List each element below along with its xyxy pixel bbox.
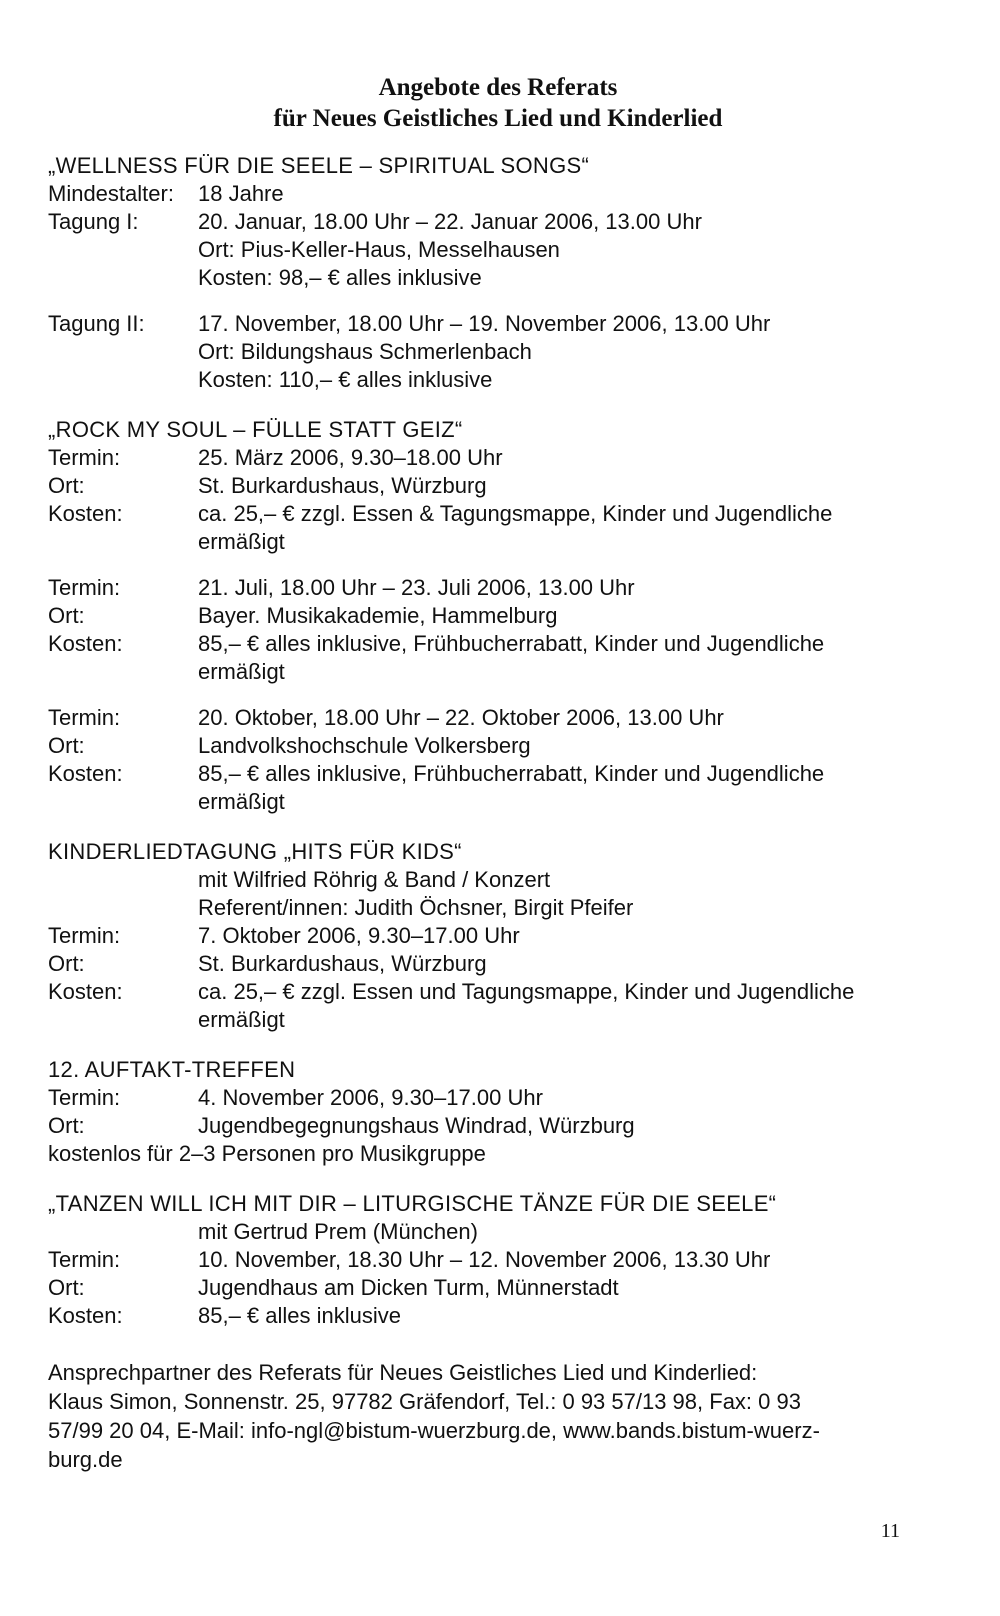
tagung-2-ort: Ort: Bildungshaus Schmerlenbach	[198, 339, 532, 364]
ort-value: Landvolkshochschule Volkersberg	[198, 733, 531, 758]
page-content	[48, 72, 948, 1474]
kosten-label: Kosten:	[48, 501, 123, 526]
kosten-continuation: ermäßigt	[198, 1007, 285, 1032]
tagung-1-ort: Ort: Pius-Keller-Haus, Messelhausen	[198, 237, 560, 262]
rock-entry	[48, 574, 948, 686]
termin-value: 4. November 2006, 9.30–17.00 Uhr	[198, 1085, 543, 1110]
termin-value: 21. Juli, 18.00 Uhr – 23. Juli 2006, 13.00 Uhr	[198, 575, 635, 600]
kosten-label: Kosten:	[48, 979, 123, 1004]
age-value: 18 Jahre	[198, 181, 284, 206]
section-rock	[48, 416, 948, 816]
contact-line-2: Klaus Simon, Sonnenstr. 25, 97782 Gräfendorf, Tel.: 0 93 57/13 98, Fax: 0 93	[48, 1389, 801, 1414]
section-wellness	[48, 152, 948, 394]
tagung-2-kosten: Kosten: 110,– € alles inklusive	[198, 367, 493, 392]
termin-label: Termin:	[48, 445, 121, 470]
termin-label: Termin:	[48, 705, 121, 730]
kosten-continuation: ermäßigt	[198, 789, 285, 814]
ort-value: Bayer. Musikakademie, Hammelburg	[198, 603, 558, 628]
ort-value: Jugendbegegnungshaus Windrad, Würzburg	[198, 1113, 635, 1138]
tagung-2-row	[48, 310, 948, 338]
section-tanzen	[48, 1190, 948, 1330]
termin-label: Termin:	[48, 1247, 121, 1272]
termin-label: Termin:	[48, 575, 121, 600]
termin-value: 10. November, 18.30 Uhr – 12. November 2006, 13.30 Uhr	[198, 1247, 771, 1272]
termin-value: 7. Oktober 2006, 9.30–17.00 Uhr	[198, 923, 520, 948]
kosten-value: ca. 25,– € zzgl. Essen und Tagungsmappe, Kinder und Jugendliche	[198, 979, 855, 1004]
kosten-label: Kosten:	[48, 1303, 123, 1328]
tagung-2-date: 17. November, 18.00 Uhr – 19. November 2006, 13.00 Uhr	[198, 311, 771, 336]
kids-referents: Referent/innen: Judith Öchsner, Birgit Pfeifer	[198, 895, 634, 920]
wellness-age-row	[48, 180, 948, 208]
kids-heading: KINDERLIEDTAGUNG „HITS FÜR KIDS“	[48, 839, 462, 864]
page-title	[48, 72, 948, 134]
tanzen-leader: mit Gertrud Prem (München)	[198, 1219, 478, 1244]
tanzen-heading: „TANZEN WILL ICH MIT DIR – LITURGISCHE TÄNZE FÜR DIE SEELE“	[48, 1191, 777, 1216]
kosten-continuation: ermäßigt	[198, 659, 285, 684]
contact-line-4: burg.de	[48, 1447, 123, 1472]
ort-label: Ort:	[48, 473, 85, 498]
ort-label: Ort:	[48, 603, 85, 628]
section-kids	[48, 838, 948, 1034]
auftakt-heading: 12. AUFTAKT-TREFFEN	[48, 1057, 296, 1082]
kosten-value: 85,– € alles inklusive	[198, 1303, 402, 1328]
auftakt-note: kostenlos für 2–3 Personen pro Musikgruppe	[48, 1141, 486, 1166]
rock-heading: „ROCK MY SOUL – FÜLLE STATT GEIZ“	[48, 417, 463, 442]
ort-value: St. Burkardushaus, Würzburg	[198, 951, 487, 976]
termin-label: Termin:	[48, 923, 121, 948]
ort-label: Ort:	[48, 1275, 85, 1300]
title-line-2: für Neues Geistliches Lied und Kinderlied	[273, 105, 723, 132]
title-line-1: Angebote des Referats	[378, 74, 618, 101]
kosten-continuation: ermäßigt	[198, 529, 285, 554]
termin-value: 20. Oktober, 18.00 Uhr – 22. Oktober 2006, 13.00 Uhr	[198, 705, 724, 730]
contact-line-3: 57/99 20 04, E-Mail: info-ngl@bistum-wuerzburg.de, www.bands.bistum-wuerz-	[48, 1418, 820, 1443]
ort-label: Ort:	[48, 1113, 85, 1138]
kosten-value: ca. 25,– € zzgl. Essen & Tagungsmappe, Kinder und Jugendliche	[198, 501, 833, 526]
kids-band: mit Wilfried Röhrig & Band / Konzert	[198, 867, 551, 892]
tagung-1-row	[48, 208, 948, 236]
ort-label: Ort:	[48, 733, 85, 758]
wellness-heading: „WELLNESS FÜR DIE SEELE – SPIRITUAL SONGS“	[48, 153, 590, 178]
tagung-1-date: 20. Januar, 18.00 Uhr – 22. Januar 2006, 13.00 Uhr	[198, 209, 702, 234]
ort-value: Jugendhaus am Dicken Turm, Münnerstadt	[198, 1275, 619, 1300]
tagung-2-label: Tagung II:	[48, 311, 145, 336]
tagung-1-kosten: Kosten: 98,– € alles inklusive	[198, 265, 482, 290]
kosten-value: 85,– € alles inklusive, Frühbucherrabatt, Kinder und Jugendliche	[198, 631, 825, 656]
section-auftakt	[48, 1056, 948, 1168]
tagung-1-label: Tagung I:	[48, 209, 139, 234]
contact-block	[48, 1358, 948, 1474]
termin-label: Termin:	[48, 1085, 121, 1110]
kosten-label: Kosten:	[48, 631, 123, 656]
contact-line-1: Ansprechpartner des Referats für Neues Geistliches Lied und Kinderlied:	[48, 1360, 758, 1385]
age-label: Mindestalter:	[48, 181, 174, 206]
kosten-value: 85,– € alles inklusive, Frühbucherrabatt, Kinder und Jugendliche	[198, 761, 825, 786]
ort-value: St. Burkardushaus, Würzburg	[198, 473, 487, 498]
termin-value: 25. März 2006, 9.30–18.00 Uhr	[198, 445, 503, 470]
rock-entry	[48, 704, 948, 816]
rock-entry	[48, 444, 948, 556]
page-number: 11	[880, 1520, 900, 1542]
ort-label: Ort:	[48, 951, 85, 976]
kosten-label: Kosten:	[48, 761, 123, 786]
